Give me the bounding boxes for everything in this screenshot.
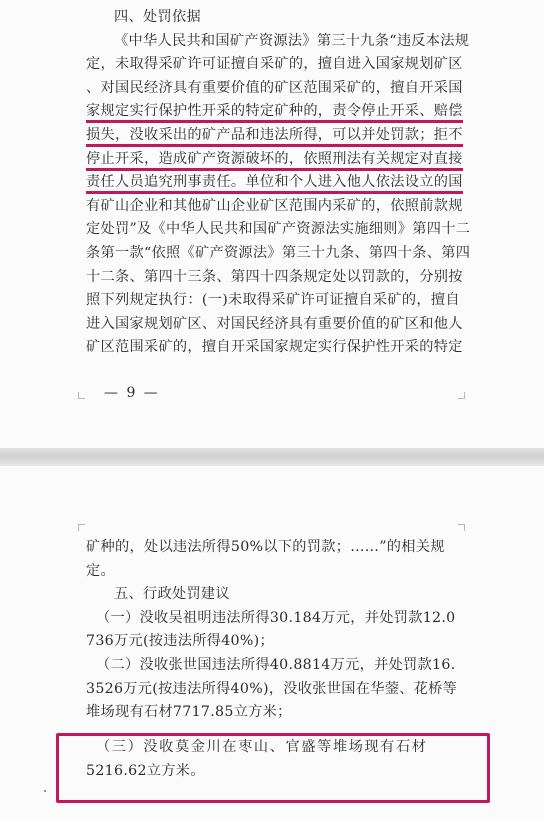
- section-heading-penalty-suggestion: 五、行政处罚建议: [114, 586, 230, 603]
- text-line: 定。: [86, 562, 115, 579]
- text-line: （一）没收吴祖明违法所得30.184万元，并处罚款12.0: [96, 609, 456, 626]
- text-line: 3526万元(按违法所得40%)，没收张世国在华蓥、花桥等: [86, 680, 458, 697]
- text-line: 有矿山企业和其他矿山企业矿区范围内采矿的，依照前款规: [86, 197, 463, 214]
- text-line: 5216.62立方米。: [86, 762, 205, 779]
- page2-body-text: [86, 536, 456, 725]
- text-line-underlined: [86, 148, 463, 172]
- text-line: 堆场现有石材7717.85立方米；: [86, 704, 292, 721]
- text-line: 矿区范围采矿的，擅自开采国家规定实行保护性开采的特定: [86, 339, 463, 356]
- page-number: — 9 —: [104, 385, 160, 401]
- underline-highlight: 责任人员追究刑事责任。单位和个人进入他人依法设立的国: [86, 174, 463, 194]
- scan-dot: [44, 790, 46, 792]
- text-line: 矿种的，处以违法所得50%以下的罚款；……”的相关规: [86, 539, 445, 555]
- text-line-underlined: [86, 171, 463, 195]
- text-line: 《中华人民共和国矿产资源法》第三十九条“违反本法规: [114, 32, 470, 49]
- text-line: 进入国家规划矿区、对国民经济具有重要价值的矿区和他人: [86, 315, 463, 332]
- page-corner-mark: [78, 524, 85, 531]
- text-line: 定，未取得采矿许可证擅自采矿的，擅自进入国家规划矿区: [86, 56, 463, 73]
- text-line: （二）没收张世国违法所得40.8814万元，并处罚款16.: [96, 656, 456, 673]
- highlight-box: [56, 733, 490, 803]
- page-corner-mark: [458, 524, 465, 531]
- page-corner-mark: [458, 392, 465, 399]
- text-line: 条第一款“依照《矿产资源法》第三十九条、第四十条、第四: [86, 244, 471, 261]
- text-line: 、对国民经济具有重要价值的矿区范围采矿的，擅自开采国: [86, 79, 463, 96]
- text-line: 照下列规定执行：(一)未取得采矿许可证擅自采矿的，擅自: [86, 292, 460, 309]
- text-line: 736万元(按违法所得40%)；: [86, 633, 274, 650]
- underline-highlight: 损失，没收采出的矿产品和违法所得，可以并处罚款；拒不: [86, 127, 463, 147]
- page-corner-mark: [78, 392, 85, 399]
- underline-highlight: 家规定实行保护性开采的特定矿种的，责令停止开采、赔偿: [86, 103, 463, 123]
- text-line-underlined: [86, 100, 463, 124]
- text-line: 定处罚”及《中华人民共和国矿产资源法实施细则》第四十二: [86, 221, 471, 238]
- text-line: 十二条、第四十三条、第四十四条规定处以罚款的，分别按: [86, 268, 463, 285]
- text-line: （三）没收莫金川在枣山、官盛等堆场现有石材: [96, 739, 428, 755]
- section-heading-penalty-basis: 四、处罚依据: [114, 9, 201, 25]
- text-line-underlined: [86, 124, 463, 148]
- underline-highlight: 停止开采，造成矿产资源破坏的，依照刑法有关规定对直接: [86, 151, 463, 171]
- page-separator: [0, 448, 544, 466]
- page-body-text: [86, 6, 471, 360]
